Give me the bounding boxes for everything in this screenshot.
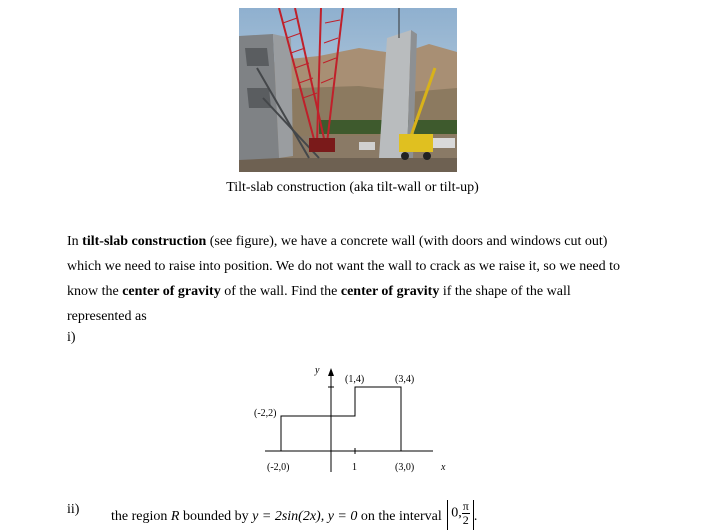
interval-bracket (447, 500, 474, 530)
para-text-4: if the shape of the wall represented as (67, 284, 571, 324)
para-bold-3: center of gravity (340, 284, 440, 299)
equation-curve: y = 2sin(2x), (252, 509, 325, 525)
frac-denominator: 2 (462, 513, 469, 527)
para-text-1: In (67, 234, 83, 249)
problem-paragraph (67, 229, 635, 329)
equation-axis: y = 0 (327, 509, 358, 525)
para-bold-2: center of gravity (122, 284, 221, 299)
y-axis-arrow (328, 368, 334, 376)
point-label-3-4: (3,4) (395, 374, 415, 385)
tick-label-1: 1 (352, 462, 357, 473)
figure-caption: Tilt-slab construction (aka tilt-wall or tilt-up) (226, 180, 479, 195)
point-label-1-4: (1,4) (345, 374, 365, 385)
construction-photo-drawing (239, 8, 457, 172)
point-label-3-0: (3,0) (395, 462, 415, 473)
y-axis-label: y (315, 365, 320, 376)
wall-outline (281, 387, 401, 451)
item-ii-t2: bounded by (179, 509, 253, 525)
para-bold-1: tilt-slab construction (82, 234, 207, 249)
pi-over-two (462, 500, 470, 527)
item-ii-label: ii) (67, 502, 80, 517)
item-i-label: i) (67, 330, 76, 345)
construction-photo (239, 8, 457, 172)
item-ii-t1: the region (111, 509, 171, 525)
point-label-neg2-0: (-2,0) (267, 462, 290, 473)
para-text-2: (see figure), we have a concrete wall (with doors and windows cut out) which we need to raise into position. We do not want the wall to crack as we raise it, so we need to know the (67, 234, 621, 299)
para-text-3: of the wall. Find the (220, 284, 341, 299)
point-label-neg2-2: (-2,2) (254, 408, 277, 419)
x-axis-label: x (441, 462, 446, 473)
region-symbol: R (170, 509, 180, 525)
frac-numerator: π (462, 499, 469, 513)
item-ii-end: . (473, 509, 478, 525)
item-ii-t3: on the interval (357, 509, 446, 525)
item-ii-text (111, 499, 478, 532)
wall-shape-graph (235, 360, 465, 480)
interval-start: 0, (451, 505, 462, 521)
